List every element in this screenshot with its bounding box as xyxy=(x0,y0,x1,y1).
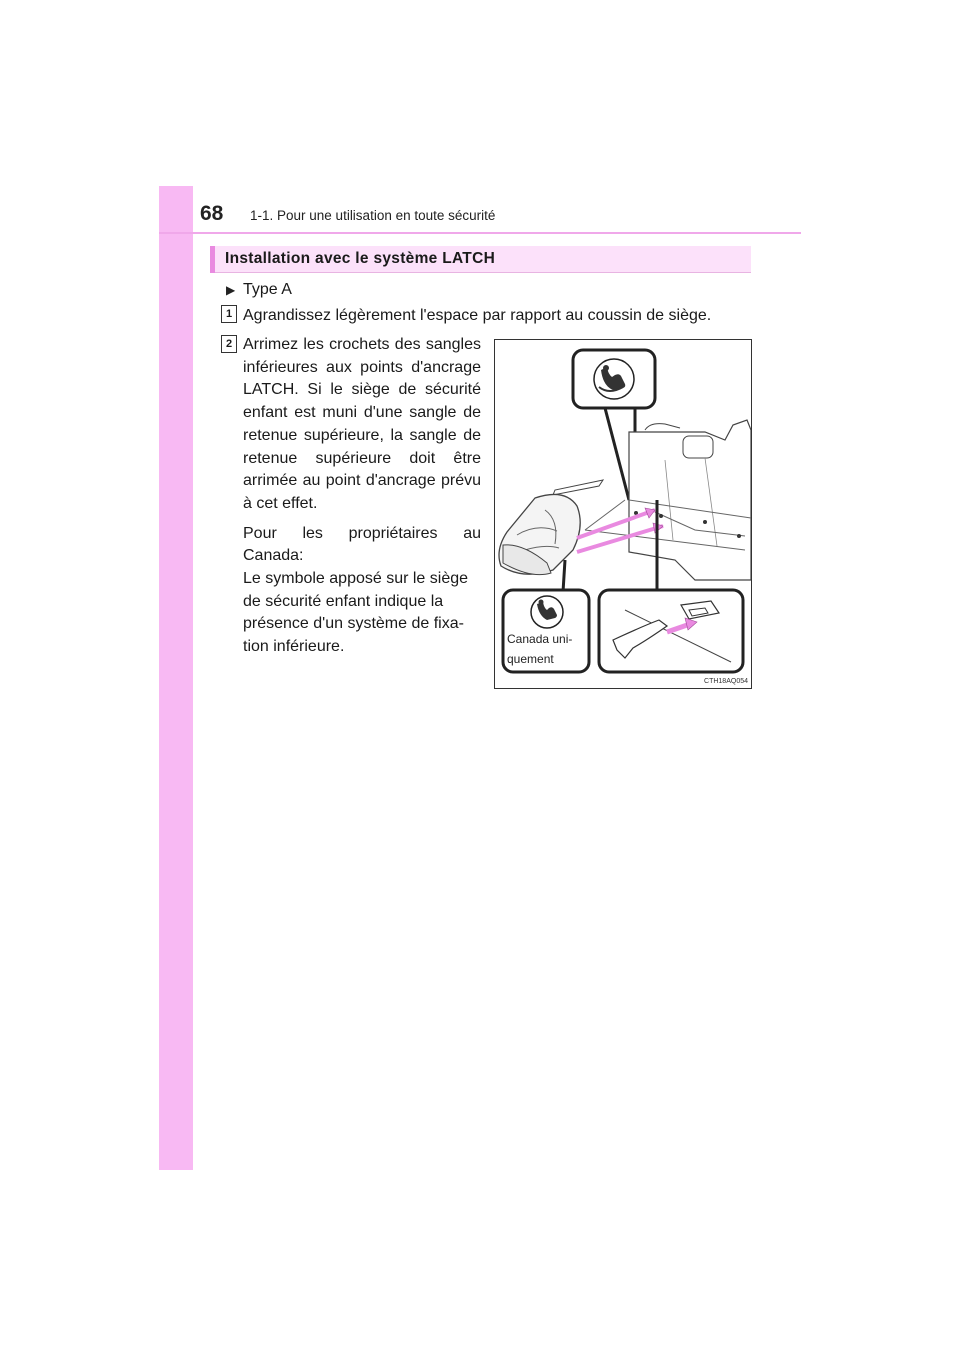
page-number: 68 xyxy=(200,202,224,225)
child-seat-latch-icon xyxy=(594,359,634,399)
figure-label-line2: quement xyxy=(507,652,554,666)
type-label: Type A xyxy=(243,281,292,298)
bullet-arrow-icon: ▶ xyxy=(226,283,236,297)
side-color-strip xyxy=(159,186,193,1170)
header-divider xyxy=(159,232,801,234)
section-title: 1-1. Pour une utilisation en toute sécurité xyxy=(250,208,496,223)
step-2-body xyxy=(243,334,481,659)
latch-illustration xyxy=(494,339,752,689)
figure-label-line1: Canada uni- xyxy=(507,632,573,646)
step-number-1: 1 xyxy=(221,305,237,323)
step-number-2: 2 xyxy=(221,335,237,353)
canada-note-text: Le symbole apposé sur le siège de sécurité enfant indique la présence d'un système de fixation inférieure. xyxy=(243,570,469,656)
canada-child-seat-icon xyxy=(531,596,563,628)
step-2-text: Arrimez les crochets des sangles inférieures aux points d'ancrage LATCH. Si le siège de sécurité enfant est muni d'une sangle de retenue supérieure, la sangle de retenue supérieure doit être arrimée au point d'ancrage prévu à cet effet. xyxy=(243,336,481,512)
section-bar-accent xyxy=(210,246,215,273)
canada-note-intro: Pour les propriétaires au Canada: xyxy=(243,524,481,565)
step-1-text: Agrandissez légèrement l'espace par rapport au coussin de siège. xyxy=(243,307,712,324)
section-bar-title: Installation avec le système LATCH xyxy=(225,250,496,267)
figure-code: CTH18AQ054 xyxy=(704,678,748,685)
